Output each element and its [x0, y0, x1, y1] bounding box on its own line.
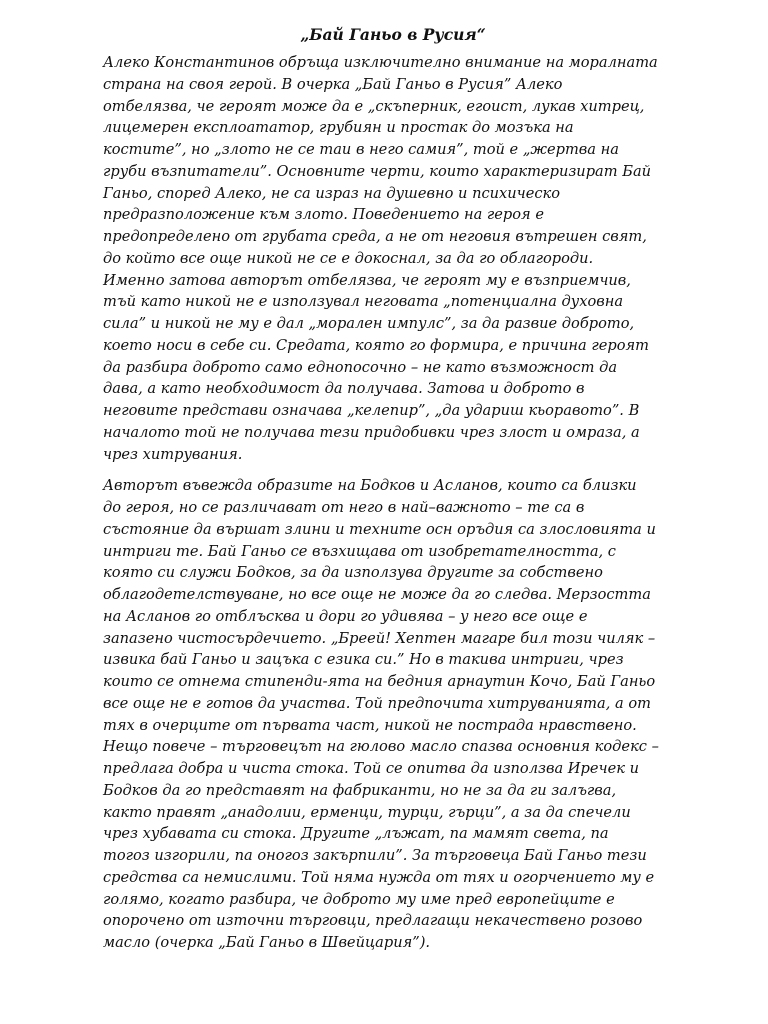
text-line: страна на своя герой. В очерка „Бай Ганьо в Русия” Алеко [103, 75, 563, 93]
paragraph [103, 475, 683, 954]
text-line: извика бай Ганьо и зацъка с езика си.” Но в такива интриги, чрез [103, 651, 624, 669]
text-line: дава, а като необходимост да получава. Затова и доброто в [103, 380, 585, 398]
text-line: голямо, когато разбира, че доброто му име пред европейците е [103, 890, 615, 908]
text-line: тъй като никой не е използувал неговата „потенциална духовна [103, 293, 624, 311]
text-line: до героя, но се различават от него в най–важното – те са в [103, 499, 585, 516]
text-line: предопределено от грубата среда, а не от неговия вътрешен свят, [103, 228, 647, 245]
text-line: чрез хитрувания. [103, 445, 243, 463]
text-line: опорочено от източни търговци, предлагащи некачествено розово [103, 912, 643, 930]
text-line: груби възпитатели”. Основните черти, които характеризират Бай [103, 162, 652, 180]
text-line: запазено чистосърдечието. „Бреей! Хептен магаре бил този чиляк – [103, 629, 656, 647]
text-line: началото той не получава тези придобивки чрез злост и омраза, а [103, 423, 640, 441]
text-line: както правят „анадолии, ерменци, турци, гърци”, а за да спечели [103, 803, 631, 821]
text-line: тогоз изгорили, па оногоз закърпили”. За търговеца Бай Ганьо тези [103, 847, 647, 864]
text-line: Авторът въвежда образите на Бодков и Асланов, които са близки [103, 477, 637, 495]
text-line: които се отнема стипенди-ята на бедния арнаутин Кочо, Бай Ганьо [103, 673, 656, 690]
text-line: състояние да вършат злини и техните осн оръдия са злословията и [103, 520, 656, 538]
text-line: което носи в себе си. Средата, която го формира, е причина героят [103, 336, 649, 354]
text-line: средства са немислими. Той няма нужда от тях и огорчението му е [103, 868, 655, 886]
text-line: предразположение към злото. Поведението на героя е [103, 206, 544, 224]
text-line: все още не е готов да участва. Той предпочита хитруванията, а от [103, 694, 651, 712]
text-line: чрез хубавата си стока. Другите „лъжат, па мамят света, па [103, 825, 609, 843]
text-line: Ганьо, според Алеко, не са израз на душевно и психическо [103, 184, 561, 202]
text-line: на Асланов го отблъсква и дори го удивява – у него все още е [103, 607, 588, 625]
document-title: „Бай Ганьо в Русия“ [300, 25, 486, 44]
document-page [103, 24, 683, 964]
paragraph [103, 52, 683, 465]
text-line: предлага добра и чиста стока. Той се опитва да използва Иречек и [103, 760, 639, 777]
text-line: лицемерен експлоататор, грубиян и простак до мозъка на [103, 119, 574, 137]
text-line: Именно затова авторът отбелязва, че героят му е възприемчив, [103, 271, 631, 289]
text-line: Нещо повече – търговецът на гюлово масло спазва основния кодекс – [103, 738, 659, 756]
text-line: Бодков да го представят на фабриканти, но не за да ги залъгва, [103, 781, 617, 799]
text-line: интриги те. Бай Ганьо се възхищава от изобретателността, с [103, 542, 616, 560]
text-line: да разбира доброто само еднопосочно – не като възможност да [103, 358, 618, 376]
text-line: до който все още никой не се е докоснал, за да го облагороди. [103, 249, 594, 267]
text-line: неговите представи означава „келепир”, „да удариш кьоравото”. В [103, 402, 640, 419]
text-line: тях в очерците от първата част, никой не пострада нравствено. [103, 716, 637, 734]
text-line: която си служи Бодков, за да използува другите за собствено [103, 564, 603, 582]
text-line: облагодетелствуване, но все още не може да го следва. Мерзостта [103, 586, 651, 603]
document-body [103, 52, 683, 954]
text-line: Алеко Константинов обръща изключително внимание на моралната [103, 54, 658, 71]
text-line: сила” и никой не му е дал „морален импулс”, за да развие доброто, [103, 315, 635, 332]
text-line: отбелязва, че героят може да е „скъперник, егоист, лукав хитрец, [103, 97, 645, 115]
text-line: масло (очерка „Бай Ганьо в Швейцария”). [103, 934, 431, 951]
text-line: костите”, но „злото не се таи в него самия”, той е „жертва на [103, 141, 619, 158]
